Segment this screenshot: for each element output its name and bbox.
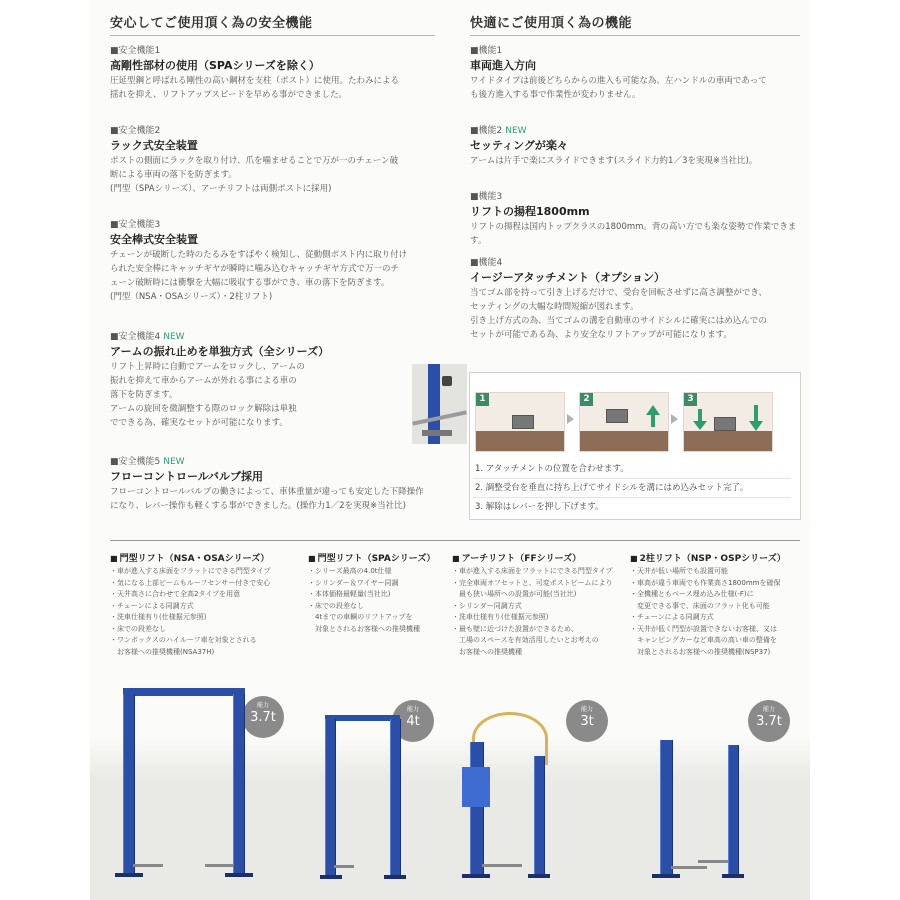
arrow-down-icon (749, 421, 763, 431)
attachment-icon (606, 409, 628, 423)
capacity-badge-ff: 能力 3t (566, 700, 608, 742)
section-body: アームは片手で楽にスライドできます(スライド力約1／3を実現※当社比)。 (470, 156, 758, 166)
section-body: フローコントロールバルブの働きによって、車体重量が違っても安定した下降操作 になり、レバー操作も軽くする事ができました。(操作力1／2を実現※当社比) (110, 487, 424, 511)
attachment-step-3-illustration (683, 392, 773, 452)
instruction-step-3: 3. 解除はレバーを押し下げます。 (475, 502, 604, 512)
right-title-rule (470, 35, 800, 36)
section-label: ■安全機能5 NEW (110, 457, 185, 467)
new-badge: NEW (163, 457, 185, 467)
arrow-right-icon (567, 414, 574, 424)
comfort-feature-2 (470, 124, 805, 168)
product-title: ■ アーチリフト（FFシリーズ） (452, 552, 632, 566)
product-nsp-osp (630, 552, 810, 658)
section-label: ■機能3 (470, 192, 503, 202)
section-body: 圧延型鋼と呼ばれる剛性の高い鋼材を支柱（ポスト）に使用。たわみによる 揺れを抑え、リフトアップスピードを早める事ができました。 (110, 76, 400, 100)
section-body: ポストの側面にラックを取り付け、爪を噛ませることで万が一のチェーン破 断による車両の落下を防ぎます。 (門型（SPAシリーズ）、アーチリフトは両側ポストに採用) (110, 156, 399, 194)
section-heading: フローコントロールバルブ採用 (110, 470, 264, 483)
step-number: 1 (476, 393, 489, 406)
sill-icon (684, 431, 772, 451)
step-number: 2 (580, 393, 593, 406)
brochure-page (90, 0, 810, 900)
safety-feature-1 (110, 44, 445, 102)
comfort-features-title: 快適にご使用頂く為の機能 (470, 16, 633, 31)
section-heading: イージーアタッチメント（オプション） (470, 271, 666, 284)
product-features: ・車が進入する床面をフラットにできる門型タイプ ・完全車両オフセットと、可変ポストビームにより 最も狭い場所への設置が可能(当社比) ・シリンダー同調方式 ・洗車仕様有り(仕様据元参照) ・最も壁に近づけた設置ができるため、 工場のスペースを有効活用したいとお考えの お客様への推奨機種 (452, 567, 613, 656)
comfort-feature-3 (470, 190, 805, 248)
arrow-up-icon (646, 405, 660, 415)
sill-icon (580, 431, 668, 451)
section-label: ■機能1 (470, 46, 503, 56)
nsp-2-post-lift-illustration (650, 740, 750, 885)
section-heading: アームの振れ止めを単独方式（全シリーズ） (110, 345, 330, 358)
section-body: チェーンが破断した時のたるみをすばやく検知し、従動側ポスト内に取り付け られた安全棒にキャッチギヤが瞬時に噛み込むキャッチギヤ方式で万一のチ ェーン破断時には衝撃を大幅に吸収する事ができ、車の落下を防ぎます。 (門型（NSA・OSAシリーズ）・2柱リフト) (110, 250, 408, 302)
section-body: 当てゴム部を持って引き上げるだけで、受台を回転させずに高さ調整ができ、 セッティングの大幅な時間短縮が図れます。 引き上げ方式の為、当てゴムの溝を自動車のサイドシルに確実にはめ込んでの セットが可能である為、より安全なリフトアップが可能になります。 (470, 288, 767, 340)
instruction-step-1: 1. アタッチメントの位置を合わせます。 (475, 464, 629, 474)
new-badge: NEW (163, 332, 185, 342)
safety-features-title: 安心してご使用頂く為の安全機能 (110, 16, 313, 31)
section-body: リフトの揚程は国内トップクラスの1800mm。背の高い方でも楽な姿勢で作業できます。 (470, 222, 797, 246)
product-title: ■ 門型リフト（SPAシリーズ） (308, 552, 453, 566)
attachment-step-2-illustration (579, 392, 669, 452)
spa-lift-illustration (320, 715, 405, 885)
capacity-badge-spa: 能力 4t (392, 700, 434, 742)
section-label: ■機能4 (470, 258, 503, 268)
product-ff (452, 552, 632, 658)
section-heading: 安全棒式安全装置 (110, 233, 198, 246)
section-heading: セッティングが楽々 (470, 139, 568, 152)
section-heading: 車両進入方向 (470, 59, 536, 72)
safety-feature-5 (110, 455, 445, 513)
section-body: ワイドタイプは前後どちらからの進入も可能な為、左ハンドルの車両であって も後方進入する事で作業性が変わりません。 (470, 76, 767, 100)
left-title-rule (110, 35, 435, 36)
new-badge: NEW (505, 126, 527, 136)
section-heading: ラック式安全装置 (110, 139, 198, 152)
capacity-badge-nsp: 能力 3.7t (748, 700, 790, 742)
safety-feature-4 (110, 330, 410, 430)
section-label: ■安全機能2 (110, 126, 161, 136)
product-features: ・車が進入する床面をフラットにできる門型タイプ ・気になる上部ビームもルーフセンサー付きで安心 ・天井高さに合わせて全高2タイプを用意 ・チェーンによる同調方式 ・洗車仕様有り(仕様据元参照) ・床での段差なし ・ワンボックスのハイルーフ車を対象とされる お客様への推奨機種(NSA37H) (110, 567, 271, 656)
safety-feature-3 (110, 218, 445, 304)
product-nsa-osa (110, 552, 295, 658)
step-number: 3 (684, 393, 697, 406)
arrow-right-icon (671, 414, 678, 424)
arrow-down-icon (693, 421, 707, 430)
comfort-feature-1 (470, 44, 805, 102)
section-divider (110, 540, 800, 541)
sill-icon (476, 431, 564, 451)
ff-arch-lift-illustration (462, 712, 562, 882)
comfort-feature-4 (470, 256, 805, 342)
section-label: ■機能2 NEW (470, 126, 527, 136)
section-heading: 高剛性部材の使用（SPAシリーズを除く） (110, 59, 320, 72)
product-title: ■ 門型リフト（NSA・OSAシリーズ） (110, 552, 295, 566)
product-spa (308, 552, 453, 635)
product-title: ■ 2柱リフト（NSP・OSPシリーズ） (630, 552, 810, 566)
section-body: リフト上昇時に自動でアームをロックし、アームの 振れを抑えて車からアームが外れる事による車の 落下を防ぎます。 アームの旋回を微調整する際のロック解除は単独 でできる為、確実なセットが可能になります。 (110, 362, 305, 428)
section-label: ■安全機能3 (110, 220, 161, 230)
arm-lock-photo (412, 364, 467, 444)
instruction-step-2: 2. 調整受台を垂直に持ち上げてサイドシルを溝にはめ込みセット完了。 (475, 483, 749, 493)
attachment-step-1-illustration (475, 392, 565, 452)
safety-feature-2 (110, 124, 445, 196)
attachment-icon (714, 417, 736, 431)
section-label: ■安全機能4 NEW (110, 332, 185, 342)
nsa-lift-illustration (115, 688, 255, 883)
capacity-badge-nsa: 能力 3.7t (242, 696, 284, 738)
attachment-icon (512, 415, 534, 429)
section-heading: リフトの揚程1800mm (470, 205, 590, 218)
section-label: ■安全機能1 (110, 46, 161, 56)
product-features: ・天井が低い場所でも設置可能 ・車高が違う車両でも作業高さ1800mmを確保 ・全機種ともベース埋め込み仕様(-F)に 変更できる事で、床面のフラット化も可能 ・チェーンによる同調方式 ・天井が低く門型が設置できないお客様、又は キャンピングカーなど車高の高い車の整備を 対象とされるお客様への推奨機種(NSP37) (630, 567, 781, 656)
product-features: ・シリーズ最高の4.0t仕様 ・シリンダー＆ワイヤー同調 ・本体価格最軽量(当社比) ・床での段差なし 4tまでの車輌のリフトアップを 対象とされるお客様への推奨機種 (308, 567, 420, 633)
